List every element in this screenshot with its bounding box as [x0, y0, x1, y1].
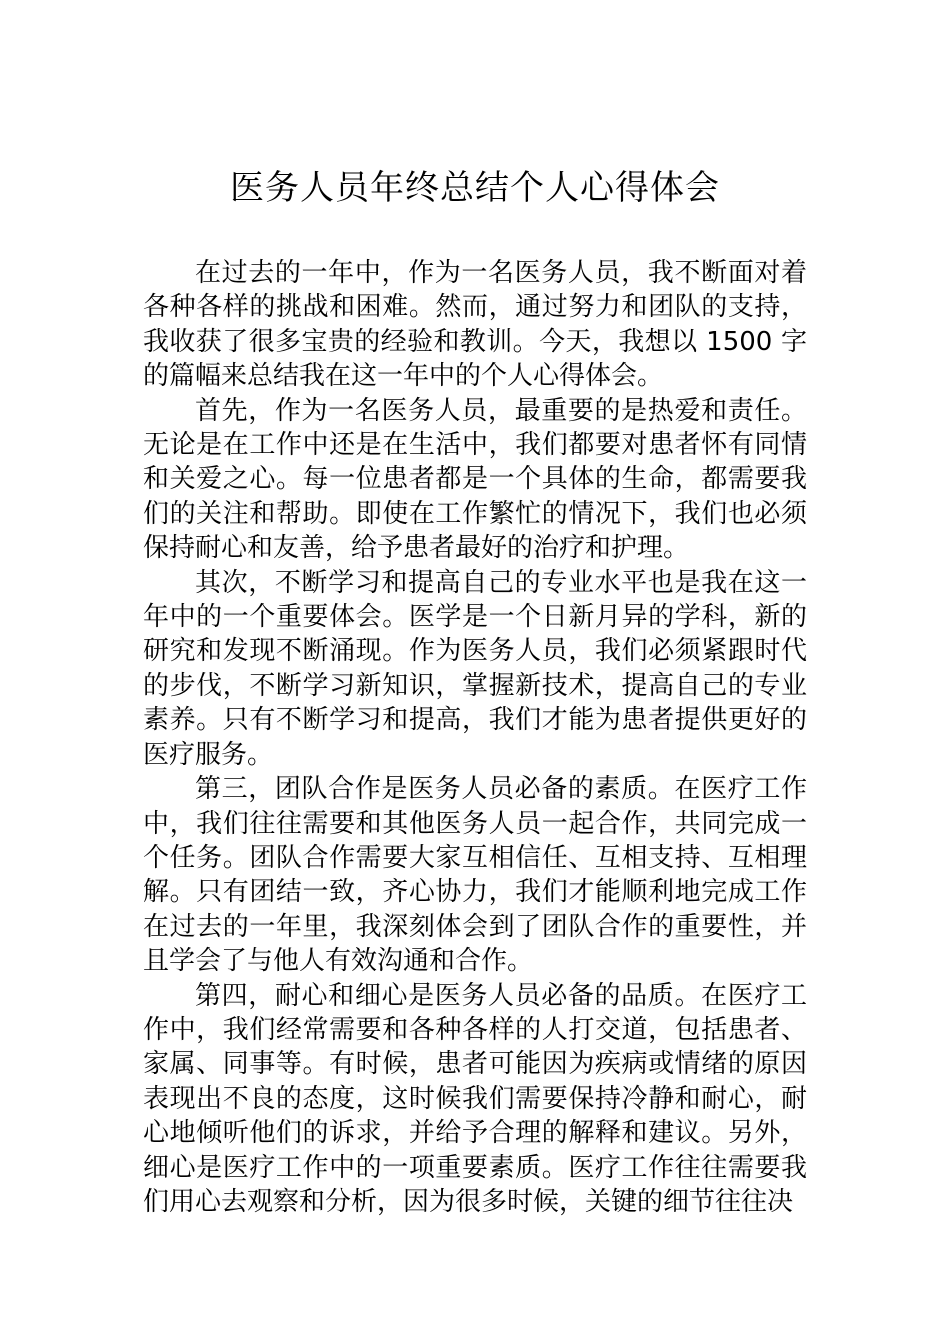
paragraph-intro: 在过去的一年中，作为一名医务人员，我不断面对着各种各样的挑战和困难。然而，通过努力和团队的支持，我收获了很多宝贵的经验和教训。今天，我想以 1500 字的篇幅来总结我在这一年中的个人心得体会。: [143, 258, 807, 392]
document-title: 医务人员年终总结个人心得体会: [230, 168, 720, 208]
paragraph-third: 第三，团队合作是医务人员必备的素质。在医疗工作中，我们往往需要和其他医务人员一起合作，共同完成一个任务。团队合作需要大家互相信任、互相支持、互相理解。只有团结一致，齐心协力，我们才能顺利地完成工作在过去的一年里，我深刻体会到了团队合作的重要性，并且学会了与他人有效沟通和合作。: [143, 774, 807, 977]
paragraph-second: 其次，不断学习和提高自己的专业水平也是我在这一年中的一个重要体会。医学是一个日新月异的学科，新的研究和发现不断涌现。作为医务人员，我们必须紧跟时代的步伐，不断学习新知识，掌握新技术，提高自己的专业素养。只有不断学习和提高，我们才能为患者提供更好的医疗服务。: [143, 567, 807, 770]
paragraph-first: 首先，作为一名医务人员，最重要的是热爱和责任。无论是在工作中还是在生活中，我们都要对患者怀有同情和关爱之心。每一位患者都是一个具体的生命，都需要我们的关注和帮助。即使在工作繁忙的情况下，我们也必须保持耐心和友善，给予患者最好的治疗和护理。: [143, 395, 807, 564]
document-body: [143, 256, 807, 1219]
paragraph-fourth: 第四，耐心和细心是医务人员必备的品质。在医疗工作中，我们经常需要和各种各样的人打交道，包括患者、家属、同事等。有时候，患者可能因为疾病或情绪的原因表现出不良的态度，这时候我们需要保持冷静和耐心，耐心地倾听他们的诉求，并给予合理的解释和建议。另外，细心是医疗工作中的一项重要素质。医疗工作往往需要我们用心去观察和分析，因为很多时候，关键的细节往往决: [143, 980, 807, 1217]
